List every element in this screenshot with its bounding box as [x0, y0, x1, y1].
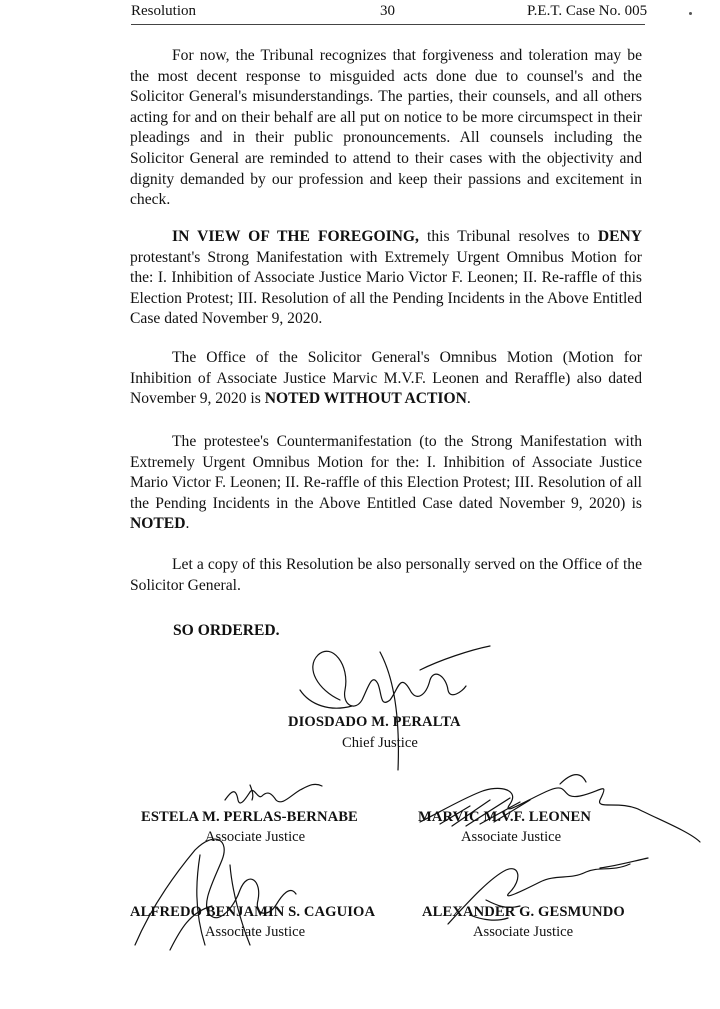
header-rule — [131, 24, 645, 25]
bold-noted: NOTED — [130, 515, 186, 533]
scan-speck — [689, 12, 692, 15]
paragraph-countermanifestation — [130, 432, 642, 535]
header-page-number: 30 — [380, 3, 395, 19]
paragraph-text: The protestee's Countermanifestation (to the Strong Manifestation with Extremely Urgent Omnibus Motion for the: I. Inhibition of Associate Justice Mario Victor F. Leonen; II. Re-raffle of this Election Protest; III. Resolution of all the Pending Incidents in the Above Entitled Case dated November 9, 2020) is — [130, 433, 642, 512]
paragraph-osg-motion — [130, 348, 642, 410]
signatory-caguioa-title: Associate Justice — [205, 924, 306, 940]
paragraph-text: protestant's Strong Manifestation with Extremely Urgent Omnibus Motion for the: I. Inhibition of Associate Justice Mario Victor F. Leonen; II. Re-raffle of this Election Protest; III. Resolution of all the Pending Incidents in the Above Entitled Case dated November 9, 2020. — [130, 248, 642, 328]
signatory-leonen-title: Associate Justice — [461, 829, 562, 845]
signatory-gesmundo-name: ALEXANDER G. GESMUNDO — [422, 904, 625, 920]
header-case-number: P.E.T. Case No. 005 — [527, 3, 648, 19]
signatory-bernabe-name: ESTELA M. PERLAS-BERNABE — [141, 809, 358, 825]
paragraph-text: . — [185, 515, 190, 533]
header-doc-type: Resolution — [131, 3, 197, 19]
paragraph-text: The Office of the Solicitor General's Omnibus Motion (Motion for Inhibition of Associate Justice Marvic M.V.F. Leonen and Reraffle) also dated November 9, 2020 is — [130, 349, 642, 408]
signatory-bernabe-title: Associate Justice — [205, 829, 306, 845]
bold-deny: DENY — [597, 228, 643, 245]
paragraph-text: this Tribunal resolves to — [418, 228, 598, 245]
signatory-leonen-name: MARVIC M.V.F. LEONEN — [418, 809, 591, 825]
paragraph-disposition-deny — [130, 227, 642, 330]
signatory-caguioa-name: ALFREDO BENJAMIN S. CAGUIOA — [130, 904, 376, 920]
bold-lead: IN VIEW OF THE FOREGOING, — [172, 228, 419, 245]
so-ordered: SO ORDERED. — [173, 622, 280, 639]
signatory-chief-title: Chief Justice — [342, 735, 418, 751]
paragraph-copy-served — [130, 555, 642, 596]
paragraph-forgiveness — [130, 46, 642, 211]
signatory-chief-name: DIOSDADO M. PERALTA — [288, 714, 461, 730]
paragraph-text: For now, the Tribunal recognizes that forgiveness and toleration may be the most decent response to misguided acts done due to counsel's and the Solicitor General's misunderstandings. The parties, their counsels, and all others acting for and on their behalf are all put on notice to be more circumspect in their pleadings and in their public pronouncements. All counsels including the Solicitor General are reminded to attend to their cases with the objectivity and dignity demanded by our profession and keep their passions and excitement in check. — [130, 47, 642, 209]
signatory-gesmundo-title: Associate Justice — [473, 924, 574, 940]
signature-bernabe — [225, 784, 322, 803]
paragraph-text: Let a copy of this Resolution be also personally served on the Office of the Solicitor General. — [130, 556, 642, 594]
paragraph-text: . — [466, 390, 471, 408]
bold-noted-without-action: NOTED WITHOUT ACTION — [264, 390, 467, 408]
